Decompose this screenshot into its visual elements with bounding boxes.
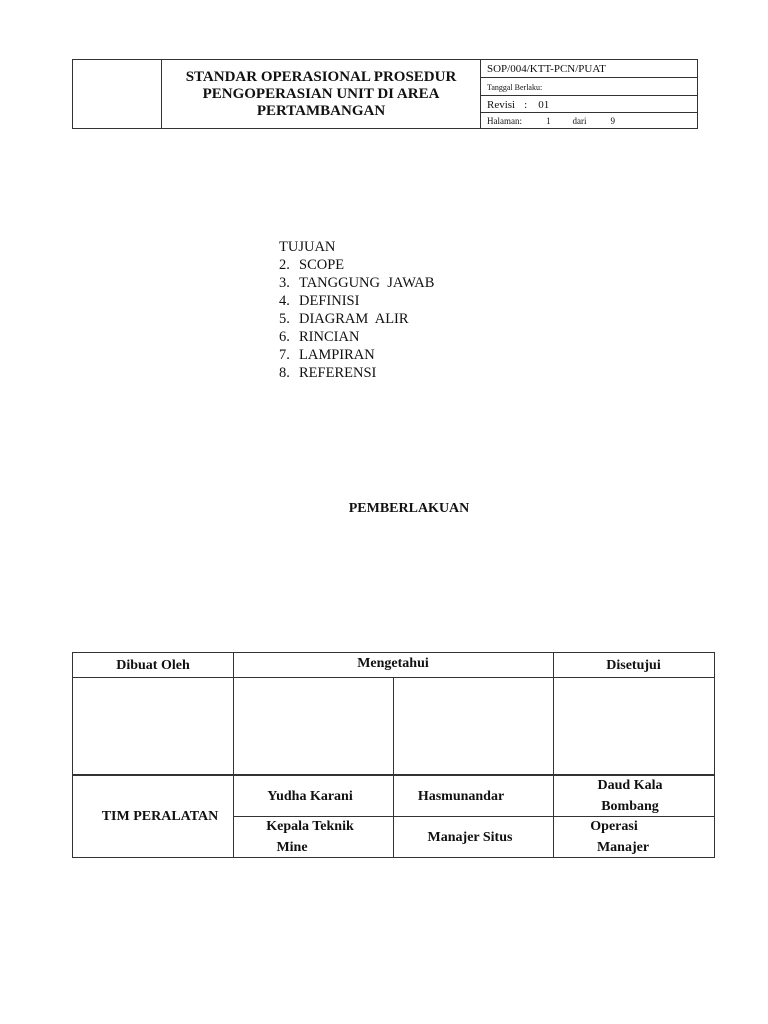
revision-value: 01 (538, 98, 550, 111)
contents-item (279, 346, 434, 364)
contents-item-number: 5. (279, 311, 290, 327)
document-title (162, 60, 481, 128)
signer-name: Yudha Karani (267, 788, 353, 804)
signer-name-line: Bombang (601, 799, 659, 814)
contents-item-label: RINCIAN (299, 329, 360, 345)
revision-separator: : (524, 98, 528, 111)
contents-item-label: DEFINISI (299, 293, 360, 309)
contents-item-number: 7. (279, 347, 290, 363)
col-header-approved: Disetujui (606, 657, 661, 673)
signer-role: Manajer Situs (427, 829, 513, 845)
contents-item (279, 238, 434, 256)
page-label: Halaman: (487, 116, 522, 126)
signer-name (553, 776, 707, 816)
col-header-acknowledged: Mengetahui (357, 655, 429, 671)
page-row (481, 112, 697, 129)
page-of-label: dari (572, 116, 587, 126)
signer-name: Hasmunandar (417, 788, 505, 804)
signature-cell (234, 678, 393, 774)
contents-item-label: SCOPE (299, 257, 345, 273)
contents-item (279, 364, 434, 382)
contents-item (279, 292, 434, 310)
contents-item (279, 328, 434, 346)
contents-item-number: 2. (279, 257, 290, 273)
doc-number: SOP/004/KTT-PCN/PUAT (487, 63, 606, 75)
effective-date-row (481, 77, 697, 96)
approval-table (72, 652, 715, 858)
document-meta (481, 60, 697, 128)
revision-label: Revisi (487, 98, 516, 111)
signer-role-line: Operasi (590, 819, 638, 834)
contents-item-label: LAMPIRAN (299, 347, 375, 363)
contents-list (279, 238, 434, 382)
contents-item-label: TUJUAN (279, 239, 336, 255)
contents-item-number: 3. (279, 275, 290, 291)
contents-item-number: 6. (279, 329, 290, 345)
signature-cell (554, 678, 714, 774)
contents-item-label: REFERENSI (299, 365, 377, 381)
signer-role (233, 817, 387, 857)
title-line: PERTAMBANGAN (256, 102, 386, 119)
title-line: STANDAR OPERASIONAL PROSEDUR (185, 68, 457, 85)
signer-role (553, 817, 693, 857)
signer-role-line: Mine (276, 840, 308, 855)
contents-item (279, 274, 434, 292)
signer-role-line: Manajer (596, 840, 650, 855)
document-header (72, 59, 698, 129)
logo-cell (73, 60, 162, 128)
col-header-made-by: Dibuat Oleh (116, 657, 190, 673)
section-heading: PEMBERLAKUAN (348, 501, 470, 516)
contents-item (279, 310, 434, 328)
contents-item (279, 256, 434, 274)
signature-cell (73, 678, 233, 774)
effective-date-label: Tanggal Berlaku: (487, 82, 543, 92)
title-line: PENGOPERASIAN UNIT DI AREA (202, 85, 440, 102)
page-total: 9 (610, 116, 615, 126)
signer-role-line: Kepala Teknik (266, 819, 354, 834)
page-current: 1 (546, 116, 551, 126)
doc-number-row (481, 60, 697, 78)
contents-item-number: 8. (279, 365, 290, 381)
revision-row (481, 95, 697, 113)
contents-item-label: DIAGRAM ALIR (299, 311, 409, 327)
contents-item-label: TANGGUNG JAWAB (299, 275, 435, 291)
signer-name-line: Daud Kala (597, 778, 663, 793)
team-name: TIM PERALATAN (101, 809, 219, 824)
contents-item-number: 4. (279, 293, 290, 309)
signature-cell (394, 678, 553, 774)
